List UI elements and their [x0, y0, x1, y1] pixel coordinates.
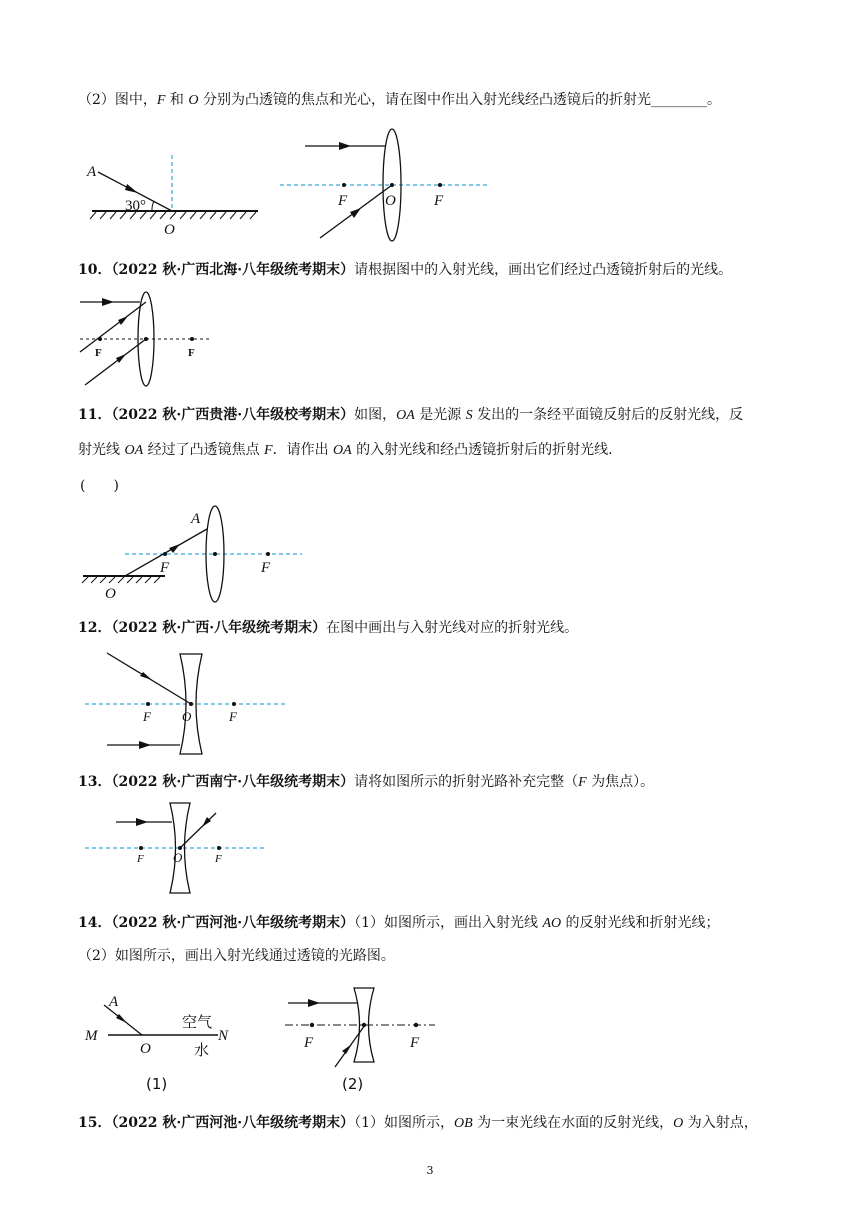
question-10: 10．（2022 秋·广西北海·八年级统考期末）请根据图中的入射光线，画出它们经过凸透镜折射后的光线。 — [78, 262, 733, 278]
figure-reflection-30deg — [80, 150, 265, 240]
label-F-right: F — [261, 560, 271, 576]
label-M: M — [85, 1028, 98, 1044]
question-12: 12．（2022 秋·广西·八年级统考期末）在图中画出与入射光线对应的折射光线。 — [78, 620, 579, 636]
label-N: N — [218, 1028, 229, 1044]
figure-concave-lens-q14 — [280, 985, 440, 1095]
answer-blank: ( ) — [80, 478, 119, 494]
figure-concave-lens-q13 — [80, 800, 270, 900]
label-F-left: F — [304, 1035, 314, 1051]
label-A: A — [191, 511, 201, 527]
label-F-right: F — [410, 1035, 420, 1051]
label-water: 水 — [194, 1041, 210, 1059]
label-O: O — [182, 709, 192, 724]
label-O: O — [140, 1041, 151, 1057]
label-F-right: F — [434, 193, 444, 209]
label-air: 空气 — [182, 1013, 213, 1031]
question-9-part-2: （2）图中，F 和 O 分别为凸透镜的焦点和光心，请在图中作出入射光线经凸透镜后的折射光________。 — [78, 92, 721, 108]
question-11-line-2: 射光线 OA 经过了凸透镜焦点 F．请作出 OA 的入射光线和经凸透镜折射后的折射光线. — [78, 442, 613, 458]
label-F-right: F — [229, 709, 237, 724]
caption-1: (1) — [146, 1075, 168, 1093]
label-A: A — [87, 164, 97, 180]
label-F-right: F — [215, 853, 222, 865]
label-O: O — [385, 193, 396, 209]
label-A: A — [109, 994, 119, 1010]
page-number: 3 — [426, 1164, 434, 1177]
question-15: 15．（2022 秋·广西河池·八年级统考期末）（1）如图所示，OB 为一束光线在水面的反射光线，O 为入射点， — [78, 1115, 758, 1131]
question-14-line-2: （2）如图所示，画出入射光线通过透镜的光路图。 — [78, 948, 395, 964]
label-angle: 30° — [125, 198, 146, 214]
label-F-left: F — [143, 709, 151, 724]
label-O: O — [173, 850, 183, 865]
figure-convex-lens-q10 — [80, 290, 215, 390]
question-13: 13．（2022 秋·广西南宁·八年级统考期末）请将如图所示的折射光路补充完整（F 为焦点）。 — [78, 774, 655, 790]
label-F-left: F — [338, 193, 348, 209]
question-11-line-1: 11．（2022 秋·广西贵港·八年级校考期末）如图，OA 是光源 S 发出的一条经平面镜反射后的反射光线，反 — [78, 407, 744, 423]
label-F-left: F — [160, 560, 170, 576]
label-F-right: F — [188, 347, 195, 359]
figure-convex-lens-q9 — [275, 125, 500, 243]
figure-concave-lens-q12 — [80, 645, 290, 760]
figure-mirror-and-lens-q11 — [80, 505, 310, 605]
label-O: O — [164, 222, 175, 238]
label-O: O — [105, 586, 116, 602]
figure-refraction-air-water — [80, 985, 265, 1095]
question-14-line-1: 14．（2022 秋·广西河池·八年级统考期末）（1）如图所示，画出入射光线 AO 的反射光线和折射光线； — [78, 915, 720, 931]
caption-2: (2) — [342, 1075, 364, 1093]
label-F-left: F — [137, 853, 144, 865]
label-F-left: F — [95, 347, 102, 359]
